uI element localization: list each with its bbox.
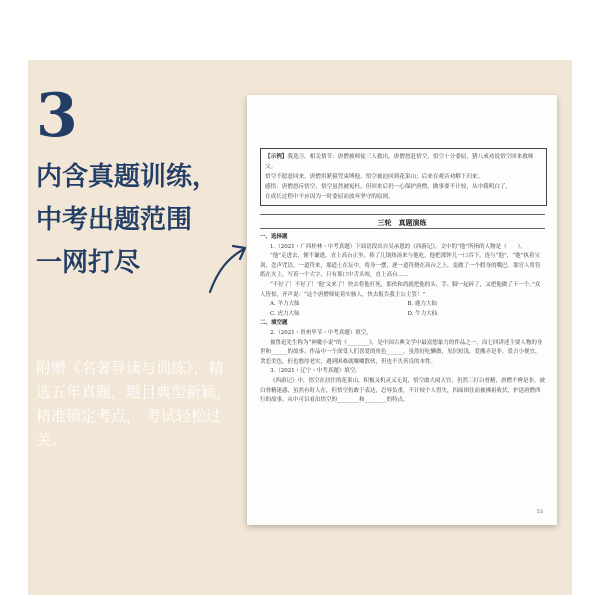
question-type-heading: 一、选择题 [260, 234, 288, 240]
feature-description: 附赠《名著导读与训练》，精选五年真题，题目典型新颖，精准锁定考点， 考试轻松过关。 [36, 359, 232, 449]
headline-line: 中考出题范围 [36, 205, 193, 235]
example-line: 我选③。相关情节：唐僧被师徒三人救出，唐僧怒赶悟空，悟空十分委屈，猪八戒劝说悟空回来救师父。 [265, 154, 534, 170]
question-paragraph: 被鲁迅先生称为“神魔小说”的《________》，是中国古典文学中最富想象力的作品之一。而七回讲述主要人物的身世和______的故事。作品中一个深受人们喜爱的角色______，虽然好吃懒做，见识短浅，爱搬弄是非，爱占小便宜，贪恋美色，但也憨厚老实，遇到困难就嚷嚷散伙，但也不失善良的本性。 [260, 339, 543, 365]
question-type-heading: 二、填空题 [260, 320, 288, 327]
question-paragraph: “他”走进去，便不谦逊，直上高台正坐。捧了几锅热汤来与他吃，他把那钟儿一口吞下，连与“他”，“他”执着宝剑，念声咒语，一道符来，那道士在坛中，将身一摆，逐一道符烧在高台之上，变做了一个假身的嘴巴。那官人将符纸在火上，写着一个大字，只有那口中舌头咬，直上高台…… [260, 253, 541, 279]
page-number: 53 [536, 509, 543, 515]
question-paragraph: 《西游记》中，悟空在居住的花果山，积极又机灵又无畏，悟空敢大闹天宫，仍然三打白骨精，唐僧不辨是非，被白骨精迷惑，虽然有时人在，但悟空仍敢于表达，忍辱负重，不计较个人得失，四面困住而被佛祖收伏，护送唐僧西行的故事。从中可以看出悟空的________和________的特点。 [260, 377, 546, 404]
question-paragraph: “不好了！不好了！‘他’又来了！快去将他打死，那伙和尚就把他的头、手、脚一起碎了，又把他做了下一个。”众人皆惊，齐声说：“这个唐僧师徒着实骇人，快去报告我主公主罢！” [260, 281, 541, 298]
example-line: 感悟：唐僧怒斥悟空，悟空虽然被冤枉，但回来后仍一心保护唐僧。做事要不计较，从中我明白了， [265, 184, 512, 190]
example-tag: 【示例】 [265, 154, 288, 160]
answer-options [260, 300, 545, 319]
answer-option: C. 虎力大仙 [270, 310, 300, 317]
answer-option: B. 鹿力大仙 [407, 301, 438, 308]
example-box [260, 148, 547, 206]
example-line: 在成长过程中不应因为一时委屈而放弃坚守的原则。 [265, 194, 394, 200]
feature-headline [36, 156, 218, 285]
section-divider [260, 228, 545, 229]
headline-line: 一网打尽 [36, 248, 141, 278]
section-title: 三轮 真题演练 [377, 218, 427, 227]
question-paragraph: 2.（2021・贵州毕节・中考真题）填空。 [270, 329, 372, 336]
book-page [247, 95, 557, 525]
feature-number: 3 [36, 81, 78, 151]
answer-option: D. 牛力大仙 [407, 310, 438, 317]
question-paragraph: 3.（2021・辽宁・中考真题）填空。 [270, 368, 361, 375]
question-paragraph: 1.（2021・广西桂林・中考真题）下面语段出自吴承恩的《西游记》，文中的“他”所指的人物是（ ）。 [270, 243, 526, 250]
curved-arrow-icon [204, 240, 250, 304]
headline-line: 内含真题训练， [36, 162, 219, 192]
example-line: 悟空不愿意回来，唐僧用紧箍咒束缚他，悟空被迫回到花果山；后来在观音劝解下归来。 [265, 174, 484, 180]
answer-option: A. 羊力大仙 [270, 301, 300, 308]
exercise-content [260, 233, 545, 406]
section-divider [260, 214, 545, 215]
